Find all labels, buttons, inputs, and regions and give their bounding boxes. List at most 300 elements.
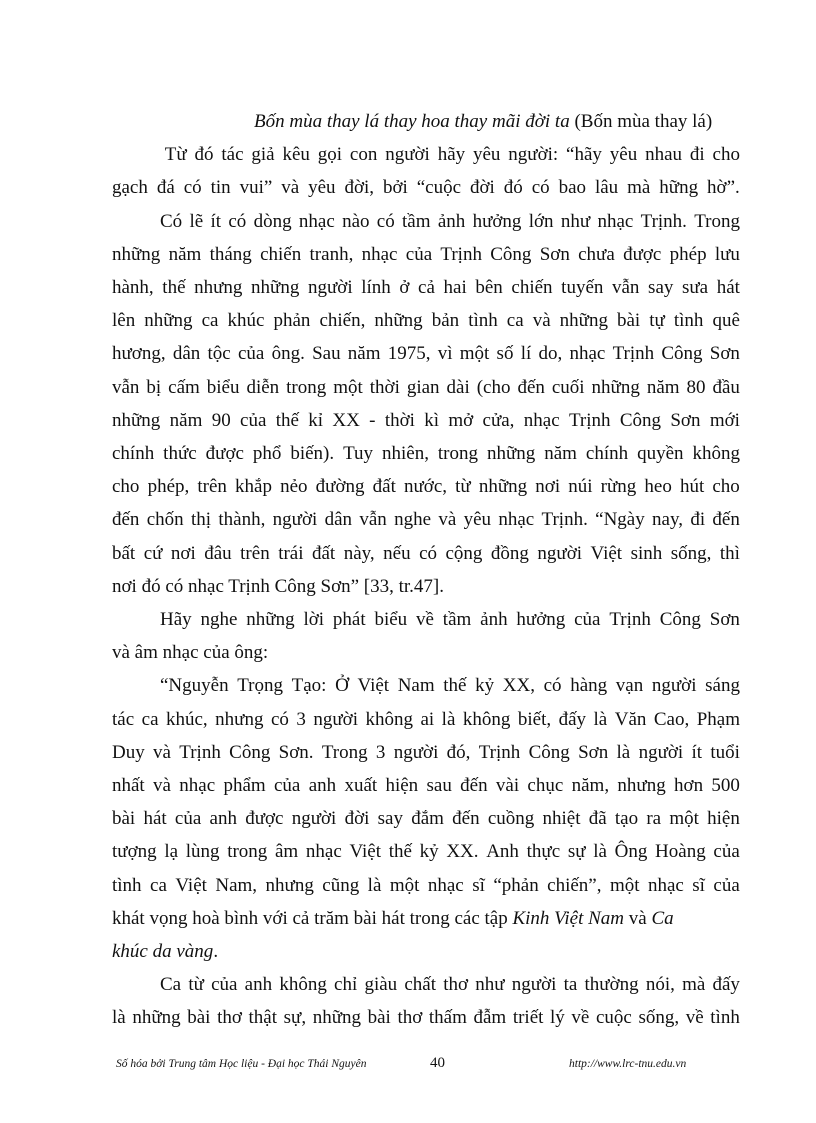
word: do, <box>538 343 563 365</box>
word: cuộc <box>595 1007 632 1029</box>
word: có <box>419 542 437 564</box>
word: nhiên, <box>381 443 429 465</box>
word: ít <box>691 741 703 763</box>
word: “Nguyễn <box>160 675 229 697</box>
word: hưởng <box>472 210 522 232</box>
word: được <box>245 808 284 830</box>
word: bài <box>187 1007 211 1029</box>
word: cũng <box>322 874 360 896</box>
word: yêu <box>308 177 336 199</box>
word: “Ngày <box>595 509 645 531</box>
word: dân <box>324 509 353 531</box>
word: ca <box>141 708 159 730</box>
word: vẫn <box>112 376 140 398</box>
word: ông. <box>271 343 305 365</box>
word: Tuy <box>343 443 374 465</box>
paragraph-line <box>112 271 740 304</box>
word: bài <box>367 1007 391 1029</box>
page-number: 40 <box>430 1055 445 1071</box>
word: chất <box>404 974 437 996</box>
footer-source: Số hóa bởi Trung tâm Học liệu - Đại học Thái Nguyên <box>116 1058 367 1070</box>
word: chính <box>112 443 155 465</box>
word: và <box>153 775 171 797</box>
word: về <box>571 1007 590 1029</box>
word: thức <box>163 443 197 465</box>
word: những <box>112 409 161 431</box>
word: nhạc <box>569 343 606 365</box>
word: phát <box>332 609 366 631</box>
word: đời, <box>344 177 375 199</box>
word: năm <box>169 409 203 431</box>
word: một <box>609 874 640 896</box>
word: nếu <box>383 542 411 564</box>
word: tuổi <box>710 741 740 763</box>
word: Việt <box>175 874 207 896</box>
word: và <box>281 177 300 199</box>
word: những <box>112 243 161 265</box>
word: Nam <box>397 675 435 697</box>
word: (cho <box>476 376 511 398</box>
word: của <box>713 841 740 863</box>
word: có <box>376 210 395 232</box>
word: hàng <box>570 675 608 697</box>
word: Phạm <box>696 708 740 730</box>
word: là <box>593 708 608 730</box>
word: đó <box>503 177 523 199</box>
word: hai <box>443 277 467 299</box>
word: 3 <box>375 741 386 763</box>
word: tình <box>112 874 142 896</box>
word: thơ <box>443 974 469 996</box>
word: của <box>405 243 433 265</box>
word: về <box>416 609 434 631</box>
word: tuyến <box>561 277 604 299</box>
word: Có <box>160 210 183 232</box>
word: biết, <box>517 708 552 730</box>
word: được <box>205 443 244 465</box>
word: là <box>367 874 382 896</box>
word: được <box>623 243 662 265</box>
paragraph-line <box>112 537 740 570</box>
word: núi <box>568 476 593 498</box>
word: những <box>251 277 300 299</box>
paragraph-line <box>112 703 740 736</box>
word: đất <box>372 476 396 498</box>
word: ai <box>420 708 435 730</box>
word: không <box>279 974 327 996</box>
word: phép <box>669 243 707 265</box>
word: kỷ <box>419 841 439 863</box>
word: lùng <box>185 841 220 863</box>
word: thành, <box>218 509 266 531</box>
word: người <box>393 741 439 763</box>
word: người <box>307 277 353 299</box>
book-title: Ca <box>651 907 674 929</box>
word: cả <box>418 277 435 299</box>
word: nói, <box>645 974 675 996</box>
word: nhạc <box>597 210 634 232</box>
word: tình <box>673 310 704 332</box>
paragraph-line <box>112 304 740 337</box>
word: ảnh <box>437 210 466 232</box>
word: năm <box>646 376 680 398</box>
word: cho <box>712 144 740 166</box>
word: tác <box>221 144 244 166</box>
word: kỉ <box>308 409 324 431</box>
word: “phản <box>493 874 539 896</box>
word: sưa <box>681 277 709 299</box>
word: thơ <box>217 1007 242 1029</box>
word: đâu <box>204 542 232 564</box>
word: Hãy <box>160 609 192 631</box>
paragraph-line <box>112 503 740 536</box>
word: trong <box>227 841 268 863</box>
word: quyền <box>637 443 684 465</box>
word: nhưng <box>617 775 666 797</box>
word: gạch <box>112 177 148 199</box>
word: mới <box>709 409 740 431</box>
word: một <box>669 808 699 830</box>
word: những <box>559 310 608 332</box>
word: đến <box>517 376 545 398</box>
word: ca <box>506 310 524 332</box>
word: biến). <box>290 443 335 465</box>
word: có <box>228 210 247 232</box>
word: là <box>616 741 631 763</box>
word: của <box>274 775 301 797</box>
word: dân <box>172 343 201 365</box>
word: Ca <box>160 974 182 996</box>
book-title: khúc da vàng <box>112 941 214 963</box>
word: chỉ <box>334 974 358 996</box>
word: người <box>638 741 684 763</box>
word: con <box>349 144 378 166</box>
word: vẫn <box>612 277 640 299</box>
word: sống, <box>638 1007 680 1029</box>
word: nhạc <box>647 874 684 896</box>
paragraph-line <box>112 636 740 669</box>
word: Trịnh <box>478 741 521 763</box>
word: Ông <box>614 841 648 863</box>
word: của <box>237 343 265 365</box>
word: diễn <box>246 376 280 398</box>
word: thật <box>248 1007 278 1029</box>
word: nhạc <box>298 210 335 232</box>
word: heo <box>644 476 672 498</box>
word: không <box>365 708 413 730</box>
text-span: . <box>213 941 219 963</box>
word: chiến, <box>319 310 366 332</box>
word: số <box>496 343 514 365</box>
word: nhạc <box>305 841 342 863</box>
word: kêu <box>282 144 310 166</box>
word: gian <box>406 376 440 398</box>
word: đến <box>712 509 740 531</box>
word: giả <box>251 144 275 166</box>
word: trong <box>437 443 479 465</box>
word: tầm <box>402 210 431 232</box>
word: Công <box>661 343 703 365</box>
word: đường <box>315 476 365 498</box>
word: đời <box>344 808 370 830</box>
word: hiện <box>707 808 740 830</box>
word: và <box>532 310 551 332</box>
word: rừng <box>600 476 637 498</box>
word: Sơn <box>539 243 570 265</box>
word: Duy <box>112 741 145 763</box>
word: trên <box>240 542 270 564</box>
word: tạo <box>614 808 639 830</box>
word: thời <box>384 409 415 431</box>
word: Trong <box>694 210 740 232</box>
word: những <box>374 310 423 332</box>
word: đó, <box>446 741 471 763</box>
word: Công <box>528 741 570 763</box>
word: nhạc <box>427 874 464 896</box>
word: bản <box>431 310 460 332</box>
word: say <box>377 808 403 830</box>
word: tình <box>468 310 498 332</box>
word: Trịnh. <box>541 509 588 531</box>
word: chiến <box>260 243 302 265</box>
word: thị <box>191 509 212 531</box>
paragraph-line <box>112 171 740 204</box>
word: đồng <box>490 542 529 564</box>
word: âm <box>274 841 299 863</box>
word: người <box>272 509 318 531</box>
verse-line <box>112 105 740 138</box>
word: nhạc <box>361 243 398 265</box>
word: tác <box>112 708 135 730</box>
word: cuồng <box>487 808 535 830</box>
word: bên <box>475 277 503 299</box>
word: 90 <box>211 409 231 431</box>
word: XX. <box>446 841 479 863</box>
word: từ <box>455 476 471 498</box>
word: lí <box>520 343 532 365</box>
word: tin <box>210 177 231 199</box>
word: những <box>246 609 295 631</box>
word: có <box>531 177 550 199</box>
word: khúc <box>227 310 265 332</box>
word: kỷ <box>475 675 495 697</box>
word: nước, <box>404 476 448 498</box>
word: không <box>692 443 740 465</box>
word: sĩ <box>472 874 485 896</box>
word: Công <box>659 609 701 631</box>
word: Sơn <box>578 741 609 763</box>
word: hương, <box>112 343 166 365</box>
word: Sơn <box>709 609 740 631</box>
word: Anh <box>486 841 519 863</box>
word: bất <box>112 542 136 564</box>
word: hãy <box>437 144 466 166</box>
word: thế <box>162 277 186 299</box>
word: triết <box>512 1007 544 1029</box>
paragraph-line <box>112 371 740 404</box>
word: có <box>543 675 562 697</box>
word: lên <box>112 310 136 332</box>
text-line: nơi đó có nhạc Trịnh Công Sơn” [33, tr.47]. <box>112 575 445 597</box>
word: nhạc <box>498 509 535 531</box>
word: tầm <box>442 609 472 631</box>
word: trong <box>286 376 327 398</box>
word: chưa <box>578 243 615 265</box>
word: của <box>713 874 740 896</box>
word: đấy <box>712 974 740 996</box>
word: như <box>475 974 505 996</box>
paragraph-line <box>112 470 740 503</box>
word: đấy <box>558 708 587 730</box>
word: năm <box>168 243 202 265</box>
word: dòng <box>253 210 292 232</box>
word: ảnh <box>480 609 508 631</box>
word: nhưng <box>194 277 243 299</box>
word: người <box>651 675 697 697</box>
word: của <box>211 974 238 996</box>
word: thì <box>719 542 740 564</box>
paragraph-line <box>112 935 740 968</box>
word: của <box>574 609 601 631</box>
word: lẽ <box>189 210 204 232</box>
word: nhất <box>112 775 145 797</box>
word: tộc <box>207 343 231 365</box>
word: hưởng <box>516 609 566 631</box>
paragraph-line <box>112 902 740 935</box>
word: “hãy <box>566 144 602 166</box>
word: mà <box>627 177 651 199</box>
word: chốn <box>146 509 184 531</box>
word: XX <box>332 409 360 431</box>
word: một <box>389 874 420 896</box>
word: ít <box>210 210 222 232</box>
word: đi <box>690 509 706 531</box>
word: ở <box>399 277 410 299</box>
word: thời <box>369 376 400 398</box>
word: một <box>459 343 490 365</box>
word: yêu <box>472 144 501 166</box>
word: nhưng <box>215 708 264 730</box>
word: lời <box>303 609 325 631</box>
word: Công <box>229 741 271 763</box>
word: thấm <box>428 1007 467 1029</box>
word: giàu <box>364 974 398 996</box>
paragraph-line <box>112 205 740 238</box>
word: nhau <box>645 144 683 166</box>
paragraph-line <box>112 769 740 802</box>
word: 1975, <box>387 343 431 365</box>
word: Trịnh <box>440 243 482 265</box>
word: hờ”. <box>707 177 740 199</box>
word: kì <box>424 409 440 431</box>
word: chính <box>585 443 629 465</box>
paragraph-line <box>112 570 740 603</box>
word: lạ <box>164 841 179 863</box>
word: nhạc <box>523 409 560 431</box>
word: lớn <box>528 210 554 232</box>
paragraph-line <box>112 835 740 868</box>
word: trên <box>197 476 227 498</box>
word: của <box>174 808 202 830</box>
word: đó <box>194 144 214 166</box>
word: về <box>685 1007 704 1029</box>
word: chiến”, <box>547 874 602 896</box>
word: Sơn. <box>278 741 314 763</box>
word: hút <box>679 476 705 498</box>
word: những <box>478 476 528 498</box>
word: phẩm <box>223 775 266 797</box>
word: và <box>438 509 457 531</box>
word: cộng <box>445 542 483 564</box>
word: đời <box>470 177 495 199</box>
word: vì <box>437 343 453 365</box>
word: đắm <box>411 808 444 830</box>
word: 3 <box>296 708 306 730</box>
word: hát <box>716 277 740 299</box>
word: ca <box>201 310 219 332</box>
word: cửa, <box>482 409 515 431</box>
word: nghe <box>200 609 238 631</box>
word: Hoàng <box>655 841 706 863</box>
word: hững <box>659 177 699 199</box>
word: năm <box>347 343 381 365</box>
word: bị <box>146 376 162 398</box>
word: sự, <box>283 1007 307 1029</box>
word: đầu <box>712 376 740 398</box>
paragraph-line <box>112 669 740 702</box>
body-text <box>112 105 740 1035</box>
word: Trịnh <box>612 343 655 365</box>
word: tranh, <box>309 243 354 265</box>
word: bài <box>617 310 641 332</box>
word: Việt <box>357 675 390 697</box>
word: người <box>291 808 337 830</box>
word: đá <box>156 177 175 199</box>
text-span: và <box>624 907 652 929</box>
word: Sơn <box>709 343 740 365</box>
paragraph-line <box>112 138 740 171</box>
word: khúc, <box>166 708 208 730</box>
word: Sau <box>312 343 341 365</box>
book-title: Kinh Việt Nam <box>512 907 625 929</box>
word: ta <box>563 974 578 996</box>
word: người <box>385 144 430 166</box>
word: không <box>462 708 511 730</box>
word: say <box>648 277 674 299</box>
word: nẻo <box>280 476 308 498</box>
word: và <box>153 741 171 763</box>
word: cho <box>112 476 140 498</box>
word: anh <box>244 974 273 996</box>
word: Ở <box>335 675 349 697</box>
word: Công <box>490 243 532 265</box>
word: thực <box>526 841 561 863</box>
word: cấm <box>168 376 200 398</box>
word: ra <box>646 808 662 830</box>
word: từ <box>188 974 204 996</box>
word: Trịnh <box>568 409 611 431</box>
paragraph-line <box>112 802 740 835</box>
word: yêu <box>463 509 492 531</box>
word: Văn <box>614 708 647 730</box>
paragraph-line <box>112 869 740 902</box>
word: ca <box>150 874 167 896</box>
word: bao <box>558 177 587 199</box>
word: đi <box>689 144 705 166</box>
word: dài <box>446 376 470 398</box>
word: tháng <box>209 243 252 265</box>
word: thường <box>584 974 639 996</box>
